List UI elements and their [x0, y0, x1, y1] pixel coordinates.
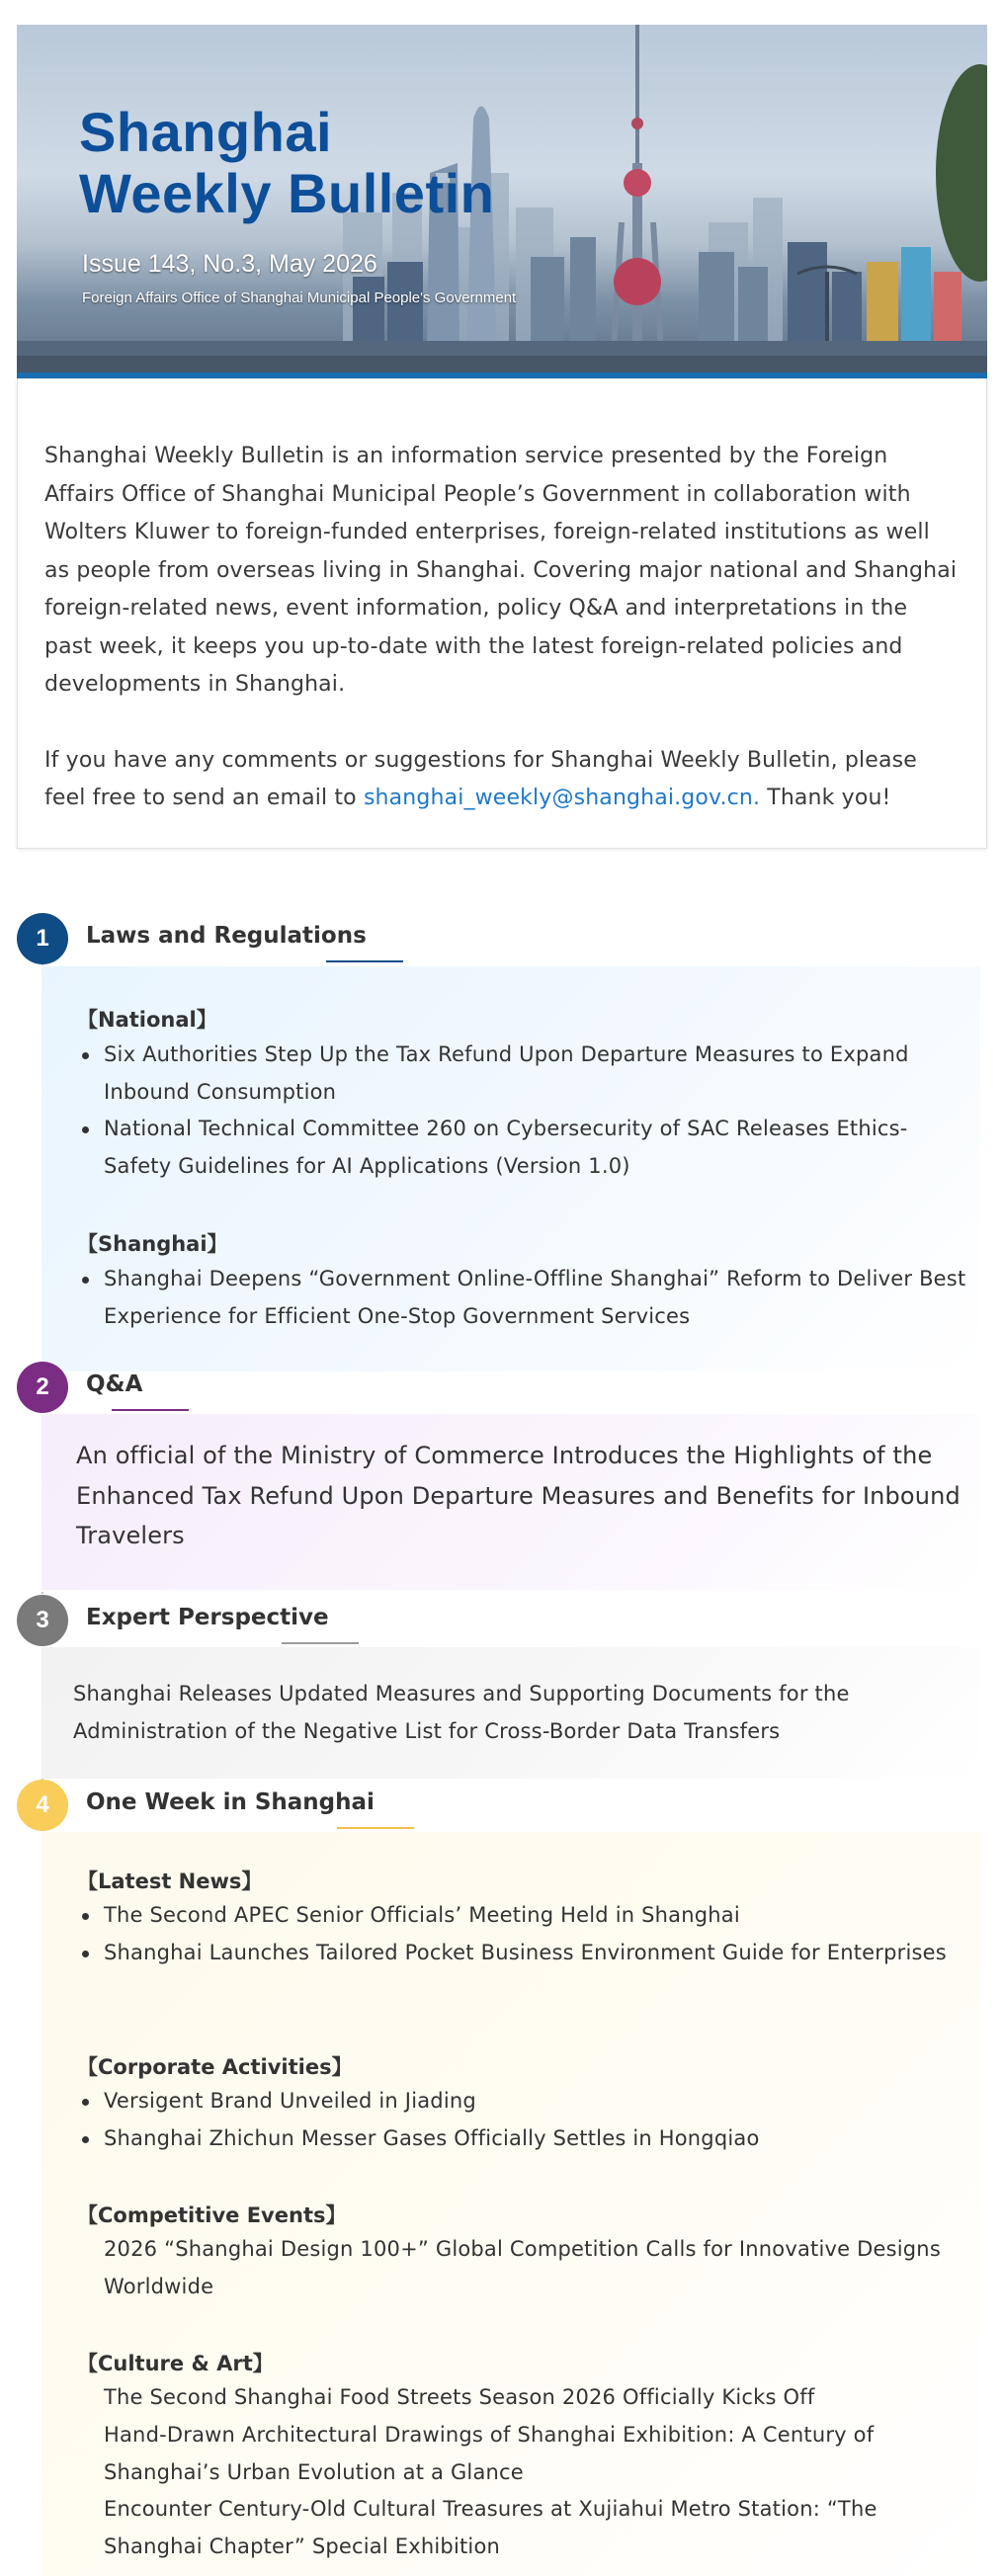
- section-panel-expert: [42, 1647, 980, 1779]
- bulletin-title: [79, 102, 494, 224]
- section-header-qa: [17, 1362, 965, 1413]
- section-number-badge: 2: [17, 1362, 68, 1413]
- category-corporate-activities: 【Corporate Activities】: [77, 2055, 353, 2079]
- intro-paragraph: Shanghai Weekly Bulletin is an information service presented by the Foreign Affairs Office of Shanghai Municipal People’s Government in collaboration with Wolters Kluwer to foreign-funded enterprises, foreign-related institutions as well as people from overseas living in Shanghai. Covering major national and Shanghai foreign-related news, event information, policy Q&A and interpretations in the past week, it keeps you up-to-date with the latest foreign-related policies and developments in Shanghai.: [44, 444, 958, 697]
- section-header-one-week: [17, 1780, 965, 1831]
- section-panel-one-week: [42, 1832, 980, 2576]
- article-link[interactable]: Versigent Brand Unveiled in Jiading: [104, 2083, 973, 2120]
- section-panel-laws: [42, 966, 980, 1371]
- article-link[interactable]: The Second APEC Senior Officials’ Meeting Held in Shanghai: [104, 1897, 973, 1935]
- section-underline: [337, 1827, 414, 1829]
- article-link[interactable]: Hand-Drawn Architectural Drawings of Shanghai Exhibition: A Century of Shanghai’s Urban Evolution at a Glance: [104, 2423, 875, 2484]
- header-banner: [17, 25, 987, 378]
- section-panel-qa: [42, 1414, 980, 1590]
- feedback-thanks: Thank you!: [760, 786, 891, 810]
- section-number-badge: 1: [17, 913, 68, 964]
- article-link[interactable]: Shanghai Deepens “Government Online-Offline Shanghai” Reform to Deliver Best Experience for Efficient One-Stop Government Services: [104, 1261, 973, 1335]
- category-shanghai: 【Shanghai】: [77, 1232, 228, 1256]
- section-title: Q&A: [86, 1371, 143, 1397]
- section-underline: [112, 1409, 189, 1411]
- qa-article-link[interactable]: An official of the Ministry of Commerce Introduces the Highlights of the Enhanced Tax Refund Upon Departure Measures and Benefits for Inbound Travelers: [76, 1442, 960, 1549]
- article-link[interactable]: 2026 “Shanghai Design 100+” Global Competition Calls for Innovative Designs Worldwide: [104, 2237, 941, 2298]
- article-link[interactable]: Shanghai Zhichun Messer Gases Officially Settles in Hongqiao: [104, 2120, 973, 2158]
- intro-card: [17, 378, 987, 849]
- article-link[interactable]: National Technical Committee 260 on Cybersecurity of SAC Releases Ethics-Safety Guidelines for AI Applications (Version 1.0): [104, 1111, 973, 1185]
- section-header-expert: [17, 1595, 965, 1646]
- issue-label: Issue 143, No.3, May 2026: [82, 250, 377, 278]
- category-latest-news: 【Latest News】: [77, 1870, 263, 1893]
- org-label: Foreign Affairs Office of Shanghai Municipal People's Government: [82, 290, 517, 306]
- section-number-badge: 3: [17, 1595, 68, 1646]
- category-culture-art: 【Culture & Art】: [77, 2352, 274, 2375]
- title-line-1: Shanghai: [79, 101, 333, 163]
- feedback-paragraph: [44, 742, 959, 818]
- feedback-email-link[interactable]: shanghai_weekly@shanghai.gov.cn.: [363, 786, 761, 810]
- section-title: Expert Perspective: [86, 1605, 329, 1630]
- section-header-laws: [17, 913, 965, 964]
- category-national: 【National】: [77, 1008, 217, 1032]
- section-underline: [326, 960, 403, 962]
- section-number-badge: 4: [17, 1780, 68, 1831]
- article-link[interactable]: The Second Shanghai Food Streets Season 2026 Officially Kicks Off: [104, 2385, 815, 2409]
- section-title: Laws and Regulations: [86, 923, 367, 949]
- title-line-2: Weekly Bulletin: [79, 162, 495, 224]
- section-title: One Week in Shanghai: [86, 1789, 375, 1815]
- article-link[interactable]: Encounter Century-Old Cultural Treasures at Xujiahui Metro Station: “The Shanghai Chapter” Special Exhibition: [104, 2497, 877, 2558]
- article-link[interactable]: Shanghai Launches Tailored Pocket Business Environment Guide for Enterprises: [104, 1935, 973, 1972]
- section-underline: [282, 1642, 359, 1644]
- expert-article-link[interactable]: Shanghai Releases Updated Measures and Supporting Documents for the Administration of the Negative List for Cross-Border Data Transfers: [73, 1682, 850, 1743]
- article-link[interactable]: Six Authorities Step Up the Tax Refund Upon Departure Measures to Expand Inbound Consumption: [104, 1037, 973, 1111]
- category-competitive-events: 【Competitive Events】: [77, 2203, 347, 2227]
- feedback-text: If you have any comments or suggestions for Shanghai Weekly Bulletin, please feel free to send an email to: [44, 747, 917, 810]
